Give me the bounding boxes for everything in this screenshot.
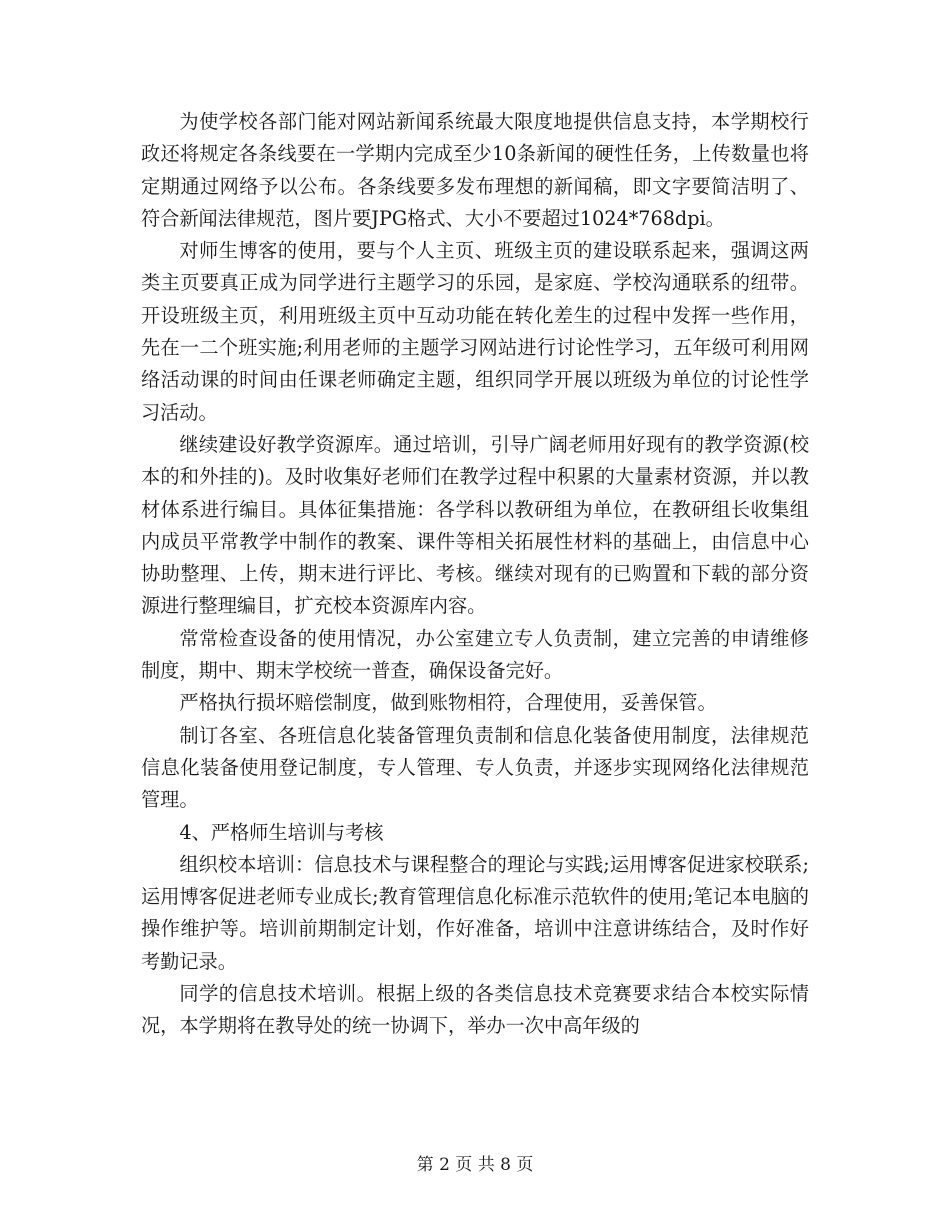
paragraph-news-requirements: 为使学校各部门能对网站新闻系统最大限度地提供信息支持，本学期校行政还将规定各条线要在一学期内完成至少10条新闻的硬性任务，上传数量也将定期通过网络予以公布。各条线要多发布理想的新闻稿，即文字要简洁明了、符合新闻法律规范，图片要JPG格式、大小不要超过1024*768dpi。 xyxy=(141,110,809,230)
paragraph-damage-compensation: 严格执行损坏赔偿制度，做到账物相符，合理使用，妥善保管。 xyxy=(179,691,717,715)
paragraph-blog-usage: 对师生博客的使用，要与个人主页、班级主页的建设联系起来，强调这两类主页要真正成为同学进行主题学习的乐园，是家庭、学校沟通联系的纽带。开设班级主页，利用班级主页中互动功能在转化差生的过程中发挥一些作用，先在一二个班实施;利用老师的主题学习网站进行讨论性学习，五年级可利用网络活动课的时间由任课老师确定主题，组织同学开展以班级为单位的讨论性学习活动。 xyxy=(141,239,809,424)
paragraph-equipment-management: 制订各室、各班信息化装备管理负责制和信息化装备使用制度，法律规范信息化装备使用登记制度，专人管理、专人负责，并逐步实现网络化法律规范管理。 xyxy=(141,723,809,812)
page-number-footer: 第 2 页 共 8 页 xyxy=(416,1155,534,1175)
document-body xyxy=(141,106,809,1043)
section-heading-training: 4、严格师生培训与考核 xyxy=(179,820,384,844)
paragraph-student-training: 同学的信息技术培训。根据上级的各类信息技术竞赛要求结合本校实际情况，本学期将在教导处的统一协调下，举办一次中高年级的 xyxy=(141,982,809,1038)
paragraph-equipment-check: 常常检查设备的使用情况，办公室建立专人负责制，建立完善的申请维修制度，期中、期末学校统一普查，确保设备完好。 xyxy=(141,626,809,683)
paragraph-resource-library: 继续建设好教学资源库。通过培训，引导广阔老师用好现有的教学资源(校本的和外挂的)。及时收集好老师们在教学过程中积累的大量素材资源，并以教材体系进行编目。具体征集措施：各学科以教研组为单位，在教研组长收集组内成员平常教学中制作的教案、课件等相关拓展性材料的基础上，由信息中心协助整理、上传，期末进行评比、考核。继续对现有的已购置和下载的部分资源进行整理编目，扩充校本资源库内容。 xyxy=(141,432,809,618)
paragraph-school-training: 组织校本培训：信息技术与课程整合的理论与实践;运用博客促进家校联系;运用博客促进老师专业成长;教育管理信息化标准示范软件的使用;笔记本电脑的操作维护等。培训前期制定计划，作好准备，培训中注意讲练结合，及时作好考勤记录。 xyxy=(141,852,809,973)
